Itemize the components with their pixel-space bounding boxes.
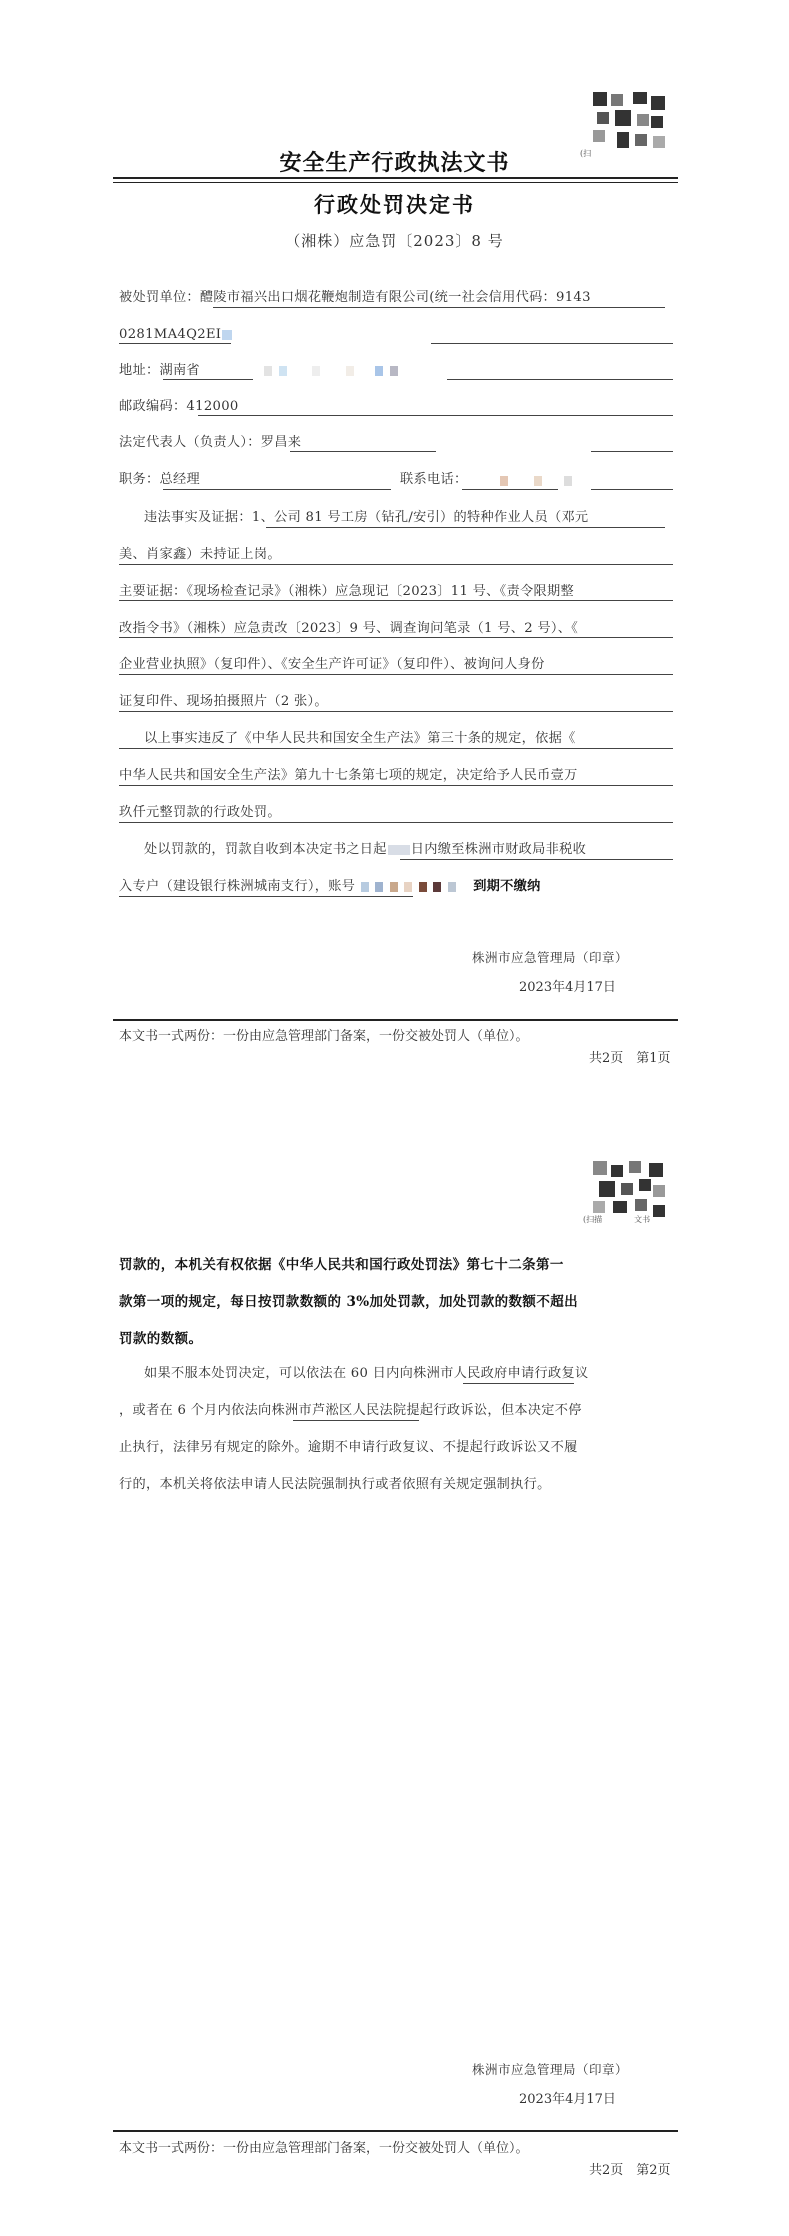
qr-code-label: (扫描 文书 bbox=[583, 1215, 651, 1224]
document-number: （湘株）应急罚〔2023〕8 号 bbox=[285, 232, 504, 250]
facts-underline-2 bbox=[119, 564, 673, 565]
redacted-block bbox=[419, 882, 427, 892]
redacted-block bbox=[264, 366, 272, 376]
decision-underline-3 bbox=[119, 822, 673, 823]
redacted-block bbox=[404, 882, 412, 892]
phone-label: 联系电话： bbox=[400, 472, 468, 487]
legal-rep-blank bbox=[591, 451, 673, 452]
penalty-line-2: 款第一项的规定，每日按罚款数额的 3%加处罚款，加处罚款的数额不超出 bbox=[119, 1294, 579, 1310]
facts-line-2: 美、肖家鑫）未持证上岗。 bbox=[119, 547, 281, 562]
redacted-block bbox=[279, 366, 287, 376]
facts-underline-1 bbox=[266, 527, 665, 528]
footer-note: 本文书一式两份：一份由应急管理部门备案，一份交被处罚人（单位）。 bbox=[119, 2141, 529, 2156]
address-blank bbox=[447, 379, 673, 380]
page-number: 共2页 第1页 bbox=[589, 1051, 671, 1066]
party-line-2-blank bbox=[431, 343, 673, 344]
signing-date: 2023年4月17日 bbox=[519, 980, 616, 995]
address-underline bbox=[163, 379, 253, 380]
redacted-block bbox=[312, 366, 320, 376]
decision-underline-2 bbox=[119, 785, 673, 786]
redacted-block bbox=[361, 882, 369, 892]
facts-line-1: 违法事实及证据：1、公司 81 号工房（钻孔/安引）的特种作业人员（邓元 bbox=[144, 510, 589, 525]
qr-code-icon bbox=[593, 92, 665, 154]
position-value: 总经理 bbox=[159, 472, 200, 487]
evidence-line-4: 证复印件、现场拍摄照片（2 张）。 bbox=[119, 694, 328, 709]
redacted-block bbox=[448, 882, 456, 892]
payment-underline-1 bbox=[400, 859, 673, 860]
decision-underline-1 bbox=[119, 748, 673, 749]
redacted-block bbox=[564, 476, 572, 486]
redacted-block bbox=[433, 882, 441, 892]
page-number: 共2页 第2页 bbox=[589, 2163, 671, 2178]
address-line: 地址：湖南省 bbox=[119, 361, 674, 381]
redacted-block bbox=[222, 330, 232, 340]
decision-line-3: 玖仟元整罚款的行政处罚。 bbox=[119, 805, 281, 820]
qr-code-label: (扫 bbox=[580, 149, 592, 158]
position-line: 职务：总经理 联系电话： bbox=[119, 470, 674, 490]
penalty-line-3: 罚款的数额。 bbox=[119, 1331, 203, 1347]
payment-line-2: 入专户（建设银行株洲城南支行），账号 到期不缴纳 bbox=[119, 879, 541, 894]
evidence-underline-2 bbox=[119, 637, 673, 638]
appeal-line-2: ，或者在 6 个月内依法向株洲市芦淞区人民法院提起行政诉讼，但本决定不停 bbox=[119, 1403, 582, 1418]
appeal-line-4: 行的，本机关将依法申请人民法院强制执行或者依照有关规定强制执行。 bbox=[119, 1477, 551, 1492]
evidence-underline-3 bbox=[119, 674, 673, 675]
party-line-1: 被处罚单位：醴陵市福兴出口烟花鞭炮制造有限公司(统一社会信用代码：9143 bbox=[119, 290, 591, 305]
signing-date: 2023年4月17日 bbox=[519, 2092, 616, 2107]
header-rule-thick bbox=[113, 177, 678, 179]
redacted-block bbox=[390, 882, 398, 892]
redacted-block bbox=[346, 366, 354, 376]
postcode-underline bbox=[198, 415, 673, 416]
document-header: 安全生产行政执法文书 bbox=[279, 150, 510, 176]
legal-rep-line: 法定代表人（负责人）：罗昌来 bbox=[119, 435, 302, 450]
position-underline bbox=[163, 489, 391, 490]
document-page-2 bbox=[0, 1100, 789, 2236]
payment-underline-2 bbox=[119, 896, 413, 897]
appeal-underline-2 bbox=[293, 1420, 419, 1421]
decision-line-2: 中华人民共和国安全生产法》第九十七条第七项的规定，决定给予人民币壹万 bbox=[119, 768, 578, 783]
evidence-line-3: 企业营业执照》（复印件）、《安全生产许可证》（复印件）、被询问人身份 bbox=[119, 657, 545, 672]
party-line-2-underline bbox=[119, 343, 231, 344]
redacted-block bbox=[388, 845, 410, 855]
postcode-line: 邮政编码：412000 bbox=[119, 399, 239, 414]
evidence-underline-1 bbox=[119, 600, 673, 601]
legal-rep-underline bbox=[290, 451, 436, 452]
redacted-block bbox=[375, 882, 383, 892]
signer: 株洲市应急管理局（印章） bbox=[472, 950, 629, 965]
phone-blank bbox=[591, 489, 673, 490]
party-underline bbox=[213, 307, 665, 308]
appeal-underline-1 bbox=[463, 1383, 574, 1384]
appeal-line-3: 止执行，法律另有规定的除外。逾期不申请行政复议、不提起行政诉讼又不履 bbox=[119, 1440, 578, 1455]
footer-note: 本文书一式两份：一份由应急管理部门备案，一份交被处罚人（单位）。 bbox=[119, 1029, 529, 1044]
party-line-2: 0281MA4Q2EI bbox=[119, 325, 674, 345]
decision-line-1: 以上事实违反了《中华人民共和国安全生产法》第三十条的规定，依据《 bbox=[144, 731, 576, 746]
redacted-block bbox=[390, 366, 398, 376]
footer-rule bbox=[113, 1019, 678, 1021]
footer-rule bbox=[113, 2130, 678, 2132]
redacted-block bbox=[500, 476, 508, 486]
header-rule-thin bbox=[113, 182, 678, 183]
document-page-1 bbox=[0, 0, 789, 1100]
evidence-line-1: 主要证据：《现场检查记录》（湘株）应急现记〔2023〕11 号、《责令限期整 bbox=[119, 584, 574, 599]
appeal-line-1: 如果不服本处罚决定，可以依法在 60 日内向株洲市人民政府申请行政复议 bbox=[144, 1366, 589, 1381]
payment-line-1: 处以罚款的，罚款自收到本决定书之日起 日内缴至株洲市财政局非税收 bbox=[144, 842, 587, 857]
payment-bold-text: 到期不缴纳 bbox=[473, 879, 541, 894]
document-title: 行政处罚决定书 bbox=[314, 192, 475, 217]
redacted-block bbox=[375, 366, 383, 376]
signer: 株洲市应急管理局（印章） bbox=[472, 2062, 629, 2077]
redacted-block bbox=[534, 476, 542, 486]
evidence-line-2: 改指令书》（湘株）应急责改〔2023〕9 号、调查询问笔录（1 号、2 号）、《 bbox=[119, 621, 579, 636]
phone-underline bbox=[462, 489, 558, 490]
evidence-underline-4 bbox=[119, 711, 673, 712]
penalty-line-1: 罚款的，本机关有权依据《中华人民共和国行政处罚法》第七十二条第一 bbox=[119, 1257, 564, 1273]
